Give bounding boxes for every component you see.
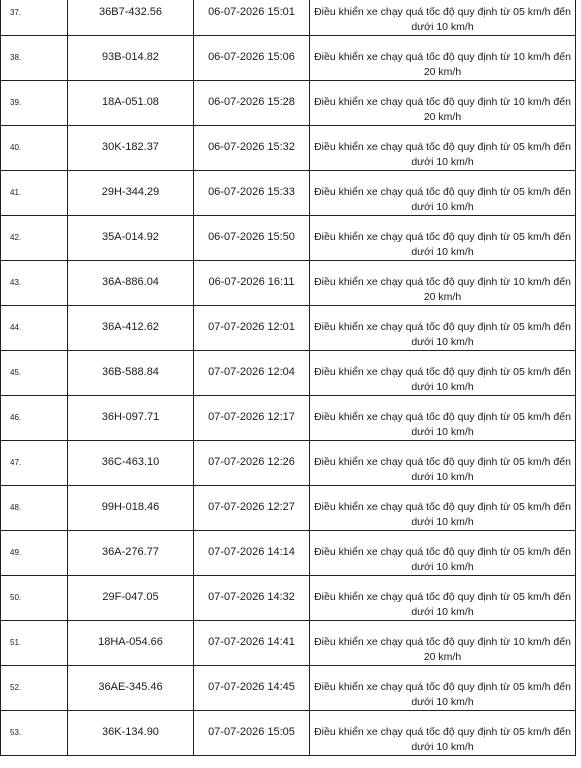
row-number-cell: 37.	[1, 0, 68, 36]
license-plate-cell: 29F-047.05	[68, 576, 194, 621]
row-number-cell: 49.	[1, 531, 68, 576]
violation-description-cell: Điều khiển xe chạy quá tốc độ quy định từ 05 km/h đến dưới 10 km/h	[310, 351, 576, 396]
license-plate-cell: 36AE-345.46	[68, 666, 194, 711]
license-plate-cell: 36H-097.71	[68, 396, 194, 441]
table-row	[1, 351, 576, 396]
row-number-cell: 50.	[1, 576, 68, 621]
violation-time-cell: 07-07-2026 12:01	[194, 306, 310, 351]
row-number-cell: 41.	[1, 171, 68, 216]
violation-time-cell: 07-07-2026 12:17	[194, 396, 310, 441]
table-row	[1, 171, 576, 216]
violation-time-cell: 06-07-2026 15:50	[194, 216, 310, 261]
license-plate-cell: 36A-886.04	[68, 261, 194, 306]
violation-time-cell: 07-07-2026 12:04	[194, 351, 310, 396]
violation-time-cell: 06-07-2026 15:01	[194, 0, 310, 36]
violation-time-cell: 07-07-2026 12:26	[194, 441, 310, 486]
violation-time-cell: 07-07-2026 14:41	[194, 621, 310, 666]
row-number-cell: 38.	[1, 36, 68, 81]
license-plate-cell: 35A-014.92	[68, 216, 194, 261]
table-row	[1, 261, 576, 306]
violation-time-cell: 07-07-2026 15:05	[194, 711, 310, 756]
violation-description-cell: Điều khiển xe chạy quá tốc độ quy định từ 05 km/h đến dưới 10 km/h	[310, 0, 576, 36]
violation-description-cell: Điều khiển xe chạy quá tốc độ quy định từ 10 km/h đến 20 km/h	[310, 261, 576, 306]
row-number-cell: 46.	[1, 396, 68, 441]
row-number-cell: 48.	[1, 486, 68, 531]
violation-time-cell: 07-07-2026 14:45	[194, 666, 310, 711]
violation-description-cell: Điều khiển xe chạy quá tốc độ quy định từ 05 km/h đến dưới 10 km/h	[310, 576, 576, 621]
row-number-cell: 39.	[1, 81, 68, 126]
violation-description-cell: Điều khiển xe chạy quá tốc độ quy định từ 05 km/h đến dưới 10 km/h	[310, 396, 576, 441]
row-number-cell: 52.	[1, 666, 68, 711]
violation-description-cell: Điều khiển xe chạy quá tốc độ quy định từ 05 km/h đến dưới 10 km/h	[310, 531, 576, 576]
violation-time-cell: 07-07-2026 12:27	[194, 486, 310, 531]
row-number-cell: 45.	[1, 351, 68, 396]
violation-description-cell: Điều khiển xe chạy quá tốc độ quy định từ 05 km/h đến dưới 10 km/h	[310, 666, 576, 711]
violation-time-cell: 06-07-2026 16:11	[194, 261, 310, 306]
row-number-cell: 43.	[1, 261, 68, 306]
violation-description-cell: Điều khiển xe chạy quá tốc độ quy định từ 05 km/h đến dưới 10 km/h	[310, 306, 576, 351]
table-row	[1, 531, 576, 576]
row-number-cell: 51.	[1, 621, 68, 666]
row-number-cell: 47.	[1, 441, 68, 486]
violations-table-body	[1, 0, 576, 756]
table-row	[1, 216, 576, 261]
violation-time-cell: 06-07-2026 15:06	[194, 36, 310, 81]
table-row	[1, 36, 576, 81]
table-row	[1, 126, 576, 171]
violation-description-cell: Điều khiển xe chạy quá tốc độ quy định từ 10 km/h đến 20 km/h	[310, 621, 576, 666]
table-row	[1, 396, 576, 441]
license-plate-cell: 99H-018.46	[68, 486, 194, 531]
violation-description-cell: Điều khiển xe chạy quá tốc độ quy định từ 05 km/h đến dưới 10 km/h	[310, 486, 576, 531]
row-number-cell: 42.	[1, 216, 68, 261]
violation-description-cell: Điều khiển xe chạy quá tốc độ quy định từ 10 km/h đến 20 km/h	[310, 81, 576, 126]
table-row	[1, 621, 576, 666]
license-plate-cell: 36B7-432.56	[68, 0, 194, 36]
license-plate-cell: 36A-412.62	[68, 306, 194, 351]
violation-time-cell: 07-07-2026 14:32	[194, 576, 310, 621]
license-plate-cell: 36K-134.90	[68, 711, 194, 756]
violation-description-cell: Điều khiển xe chạy quá tốc độ quy định từ 10 km/h đến 20 km/h	[310, 36, 576, 81]
license-plate-cell: 18HA-054.66	[68, 621, 194, 666]
license-plate-cell: 36A-276.77	[68, 531, 194, 576]
license-plate-cell: 30K-182.37	[68, 126, 194, 171]
violation-description-cell: Điều khiển xe chạy quá tốc độ quy định từ 05 km/h đến dưới 10 km/h	[310, 216, 576, 261]
violation-time-cell: 06-07-2026 15:33	[194, 171, 310, 216]
violation-description-cell: Điều khiển xe chạy quá tốc độ quy định từ 05 km/h đến dưới 10 km/h	[310, 171, 576, 216]
violation-time-cell: 06-07-2026 15:32	[194, 126, 310, 171]
table-row	[1, 576, 576, 621]
violation-description-cell: Điều khiển xe chạy quá tốc độ quy định từ 05 km/h đến dưới 10 km/h	[310, 711, 576, 756]
table-row	[1, 0, 576, 36]
license-plate-cell: 36C-463.10	[68, 441, 194, 486]
table-row	[1, 306, 576, 351]
license-plate-cell: 18A-051.08	[68, 81, 194, 126]
violation-description-cell: Điều khiển xe chạy quá tốc độ quy định từ 05 km/h đến dưới 10 km/h	[310, 441, 576, 486]
row-number-cell: 40.	[1, 126, 68, 171]
license-plate-cell: 29H-344.29	[68, 171, 194, 216]
license-plate-cell: 93B-014.82	[68, 36, 194, 81]
row-number-cell: 53.	[1, 711, 68, 756]
violation-description-cell: Điều khiển xe chạy quá tốc độ quy định từ 05 km/h đến dưới 10 km/h	[310, 126, 576, 171]
table-row	[1, 666, 576, 711]
violation-time-cell: 07-07-2026 14:14	[194, 531, 310, 576]
table-row	[1, 441, 576, 486]
row-number-cell: 44.	[1, 306, 68, 351]
license-plate-cell: 36B-588.84	[68, 351, 194, 396]
table-row	[1, 711, 576, 756]
violation-time-cell: 06-07-2026 15:28	[194, 81, 310, 126]
table-row	[1, 81, 576, 126]
table-row	[1, 486, 576, 531]
